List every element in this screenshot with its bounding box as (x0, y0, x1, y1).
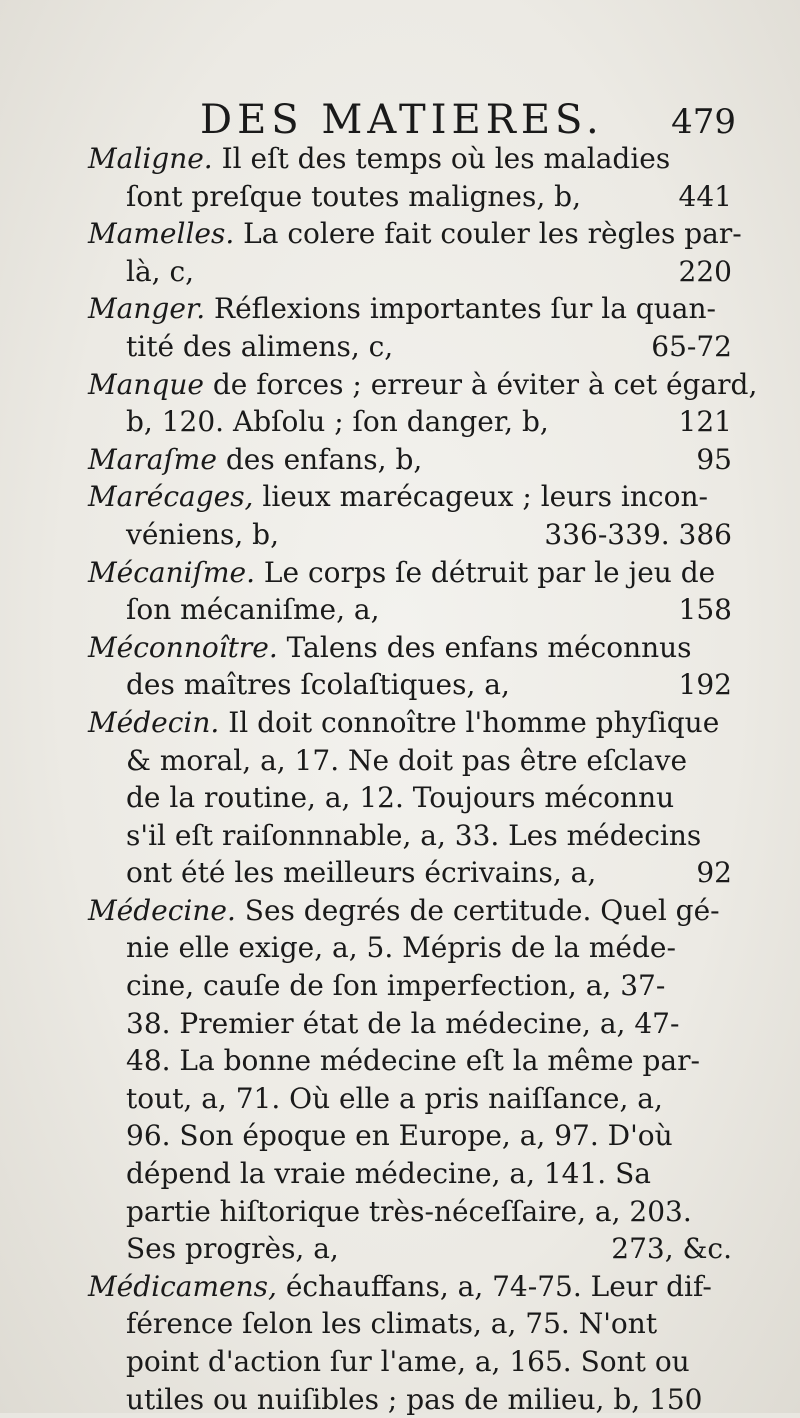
index-text: & moral, a, 17. Ne doit pas être eſclave (126, 743, 688, 777)
index-keyword: Maligne. (88, 142, 213, 175)
index-line (88, 366, 758, 404)
page-reference: 336-339. 386 (544, 517, 732, 551)
index-text: lieux marécageux ; leurs incon- (253, 480, 708, 514)
index-line (88, 328, 732, 366)
index-line (88, 140, 732, 178)
index-keyword: Mamelles. (88, 217, 235, 251)
index-line (88, 554, 732, 592)
index-line (88, 591, 732, 629)
index-text: ont été les meilleurs écrivains, a, (126, 856, 597, 890)
index-line (88, 666, 732, 704)
index-keyword: Manger. (88, 292, 206, 326)
index-text: partie hiſtorique très-néceſſaire, a, 203. (126, 1194, 692, 1228)
index-line (88, 1193, 732, 1231)
index-line (88, 854, 732, 892)
index-keyword: Médicamens, (88, 1269, 277, 1303)
page-reference: 92 (696, 856, 732, 890)
page-reference: 158 (678, 593, 732, 627)
index-text: 38. Premier état de la médecine, a, 47- (126, 1006, 680, 1040)
index-text: là, c, (126, 254, 195, 288)
index-line (88, 1305, 732, 1343)
page-reference: 441 (678, 179, 732, 213)
page-reference: 65-72 (651, 329, 732, 363)
index-text: ſont preſque toutes malignes, b, (126, 179, 581, 213)
index-line (88, 441, 732, 479)
index-text: b, 120. Abſolu ; ſon danger, b, (126, 405, 549, 439)
index-line (88, 1343, 732, 1381)
index-text: Le corps ſe détruit par le jeu de (255, 555, 716, 589)
index-text: Ses progrès, a, (126, 1232, 339, 1266)
index-keyword: Mécaniſme. (88, 555, 255, 589)
index-line (88, 403, 732, 441)
index-line (88, 704, 732, 742)
index-keyword: Marécages, (88, 480, 254, 514)
index-text: Il doit connoître l'homme phyſique (219, 705, 720, 739)
index-line (88, 1117, 732, 1155)
index-line (88, 1042, 732, 1080)
index-text: nie elle exige, a, 5. Mépris de la méde- (126, 931, 676, 965)
index-text: des maîtres ſcolaſtiques, a, (126, 668, 510, 702)
index-text: tout, a, 71. Où elle a pris naiſſance, a, (126, 1081, 663, 1115)
page-title: DES MATIERES. (200, 97, 604, 143)
index-keyword: Méconnoître. (88, 630, 278, 664)
index-text: de la routine, a, 12. Toujours méconnu (126, 781, 675, 815)
index-line (88, 817, 732, 855)
index-text: de forces ; erreur à éviter à cet égard, (203, 367, 758, 401)
index-line (88, 779, 732, 817)
index-text: point d'action ſur l'ame, a, 165. Sont ou (126, 1345, 690, 1378)
index-line (88, 1080, 732, 1118)
index-text: 96. Son époque en Europe, a, 97. D'où (126, 1119, 673, 1153)
index-line (88, 516, 732, 554)
index-line (88, 1268, 732, 1306)
index-text: Réflexions importantes ſur la quan- (205, 292, 716, 326)
page-reference: 192 (678, 668, 732, 702)
index-line (88, 215, 742, 253)
index-line (88, 967, 732, 1005)
index-line (88, 892, 732, 930)
index-text: s'il eſt raiſonnnable, a, 33. Les médecins (126, 818, 702, 852)
page-reference: 95 (696, 442, 732, 476)
index-keyword: Médecine. (88, 893, 236, 927)
index-line (88, 1005, 732, 1043)
index-text: férence ſelon les climats, a, 75. N'ont (126, 1307, 658, 1341)
index-text: cine, cauſe de ſon imperfection, a, 37- (126, 969, 666, 1003)
index-text: 48. La bonne médecine eſt la même par- (126, 1044, 700, 1078)
page-reference: 273, &c. (611, 1232, 732, 1266)
page-number: 479 (671, 102, 736, 142)
index-text: La colere fait couler les règles par- (234, 217, 742, 251)
index-line (88, 1381, 732, 1418)
index-text: Ses degrés de certitude. Quel gé- (235, 893, 720, 927)
running-header (88, 98, 736, 142)
index-text: des enfans, b, (216, 442, 423, 476)
index-line (88, 742, 732, 780)
index-line (88, 629, 732, 667)
index-line (88, 1155, 732, 1193)
index-line (88, 478, 732, 516)
index-line (88, 253, 732, 291)
index-text: Il eſt des temps où les maladies (212, 142, 671, 175)
index-text: dépend la vraie médecine, a, 141. Sa (126, 1157, 651, 1191)
index-text: utiles ou nuiſibles ; pas de milieu, b, 150 (126, 1382, 703, 1416)
index-line (88, 1230, 732, 1268)
index-line (88, 290, 732, 328)
index-text: Talens des enfans méconnus (277, 630, 692, 664)
index-keyword: Manque (88, 367, 204, 401)
index-text: véniens, b, (126, 517, 279, 551)
page-reference: 220 (678, 254, 732, 288)
index-text: échauffans, a, 74-75. Leur dif- (276, 1269, 712, 1303)
index-keyword: Médecin. (88, 705, 220, 739)
index-text: tité des alimens, c, (126, 329, 394, 363)
index-entries (88, 140, 758, 1418)
index-line (88, 178, 732, 216)
page-reference: 121 (678, 405, 732, 439)
index-line (88, 929, 732, 967)
index-keyword: Maraſme (88, 442, 217, 476)
index-text: ſon mécaniſme, a, (126, 593, 380, 627)
